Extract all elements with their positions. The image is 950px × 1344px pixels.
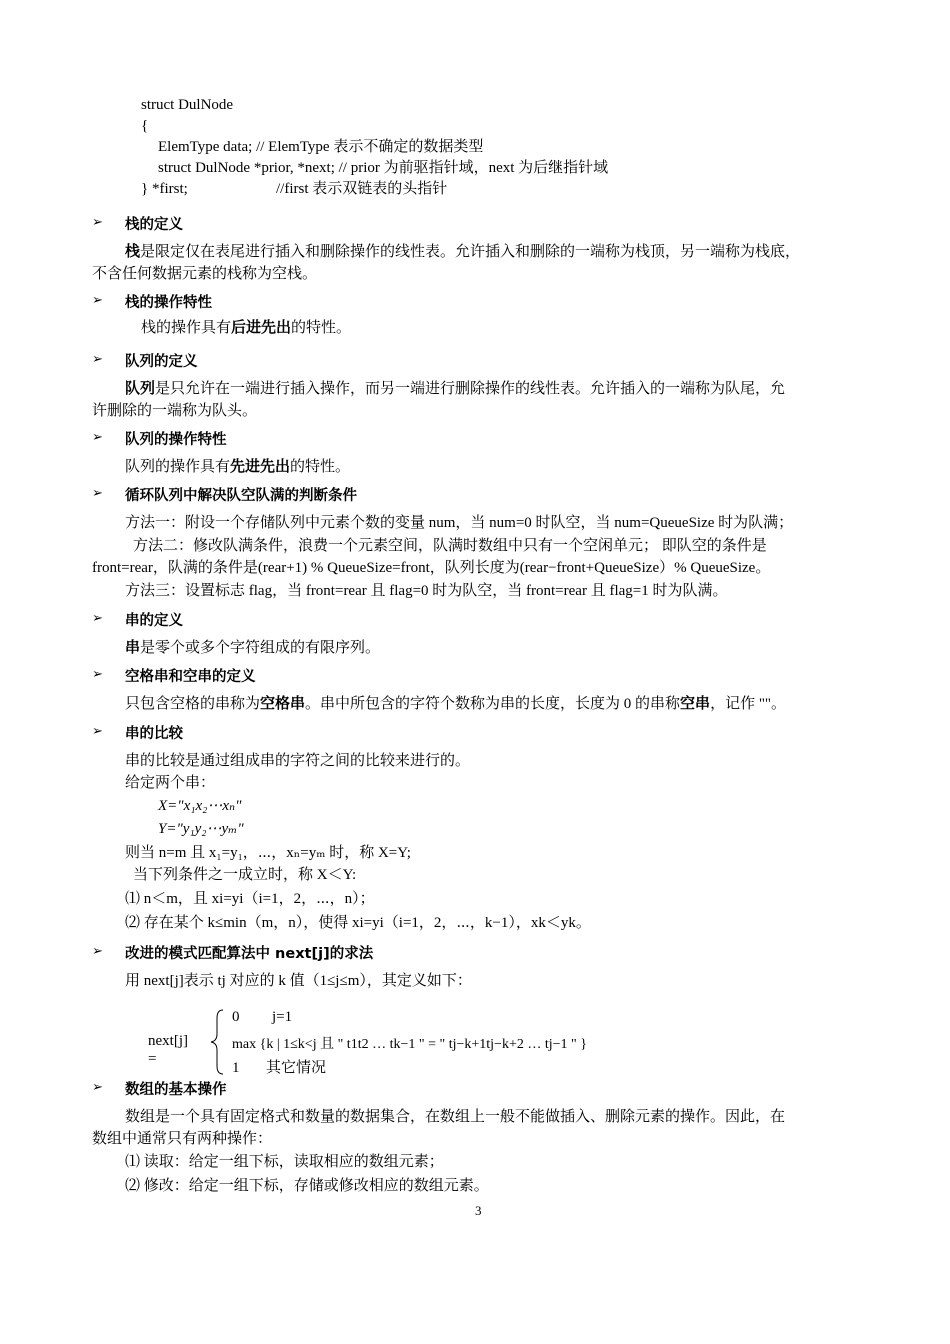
code-line-pointers: struct DulNode *prior, *next; // prior 为前驱指针域，next 为后继指针域: [158, 160, 609, 176]
next-lhs: next[j]: [148, 1033, 188, 1049]
code-line-first-comment: //first 表示双链表的头指针: [276, 181, 448, 197]
string-x-definition: X="x₁x₂⋯xₙ": [158, 798, 242, 814]
heading-stack-operation: 栈的操作特性: [125, 295, 212, 311]
code-line-struct: struct DulNode: [141, 97, 234, 113]
array-text-line1: 数组是一个具有固定格式和数量的数据集合，在数组上一般不能做插入、删除元素的操作。因此，在: [125, 1109, 786, 1125]
code-line-first: } *first;: [141, 181, 188, 197]
heading-queue-definition: 队列的定义: [125, 354, 198, 370]
circular-queue-method2-line2: front=rear，队满的条件是(rear+1) % QueueSize=front，队列长度为(rear−front+QueueSize）% QueueSize。: [92, 560, 771, 576]
array-text-line2: 数组中通常只有两种操作：: [92, 1131, 273, 1147]
string-compare-line1: 串的比较是通过组成串的字符之间的比较来进行的。: [125, 753, 471, 769]
next-lhs-equals: =: [148, 1051, 157, 1067]
string-compare-equal: 则当 n=m 且 x₁=y₁，⋯，xₙ=yₘ 时，称 X=Y;: [125, 845, 411, 861]
code-line-open-brace: {: [141, 118, 149, 134]
queue-definition-line2: 许删除的一端称为队头。: [92, 403, 258, 419]
bullet-arrow-icon: ➢: [92, 429, 103, 444]
circular-queue-method3: 方法三：设置标志 flag，当 front=rear 且 flag=0 时为队空，当 front=rear 且 flag=1 时为队满。: [125, 583, 728, 599]
heading-string-compare: 串的比较: [125, 726, 183, 742]
array-op-read: ⑴ 读取：给定一组下标，读取相应的数组元素；: [125, 1154, 444, 1170]
string-definition-text: 串是零个或多个字符组成的有限序列。: [125, 640, 381, 656]
string-compare-cond1: ⑴ n＜m，且 xi=yi（i=1，2，⋯，n）；: [125, 891, 375, 907]
next-case3-value: 1: [232, 1060, 240, 1076]
heading-array-operations: 数组的基本操作: [125, 1082, 227, 1098]
heading-string-definition: 串的定义: [125, 613, 183, 629]
heading-stack-definition: 栈的定义: [125, 217, 183, 233]
next-case1-value: 0: [232, 1009, 240, 1025]
heading-space-string: 空格串和空串的定义: [125, 669, 256, 685]
left-brace-icon: [208, 1008, 228, 1076]
page-number: 3: [475, 1203, 482, 1218]
circular-queue-method1: 方法一：附设一个存储队列中元素个数的变量 num，当 num=0 时队空，当 num=QueueSize 时为队满；: [125, 515, 794, 531]
bullet-arrow-icon: ➢: [92, 351, 103, 366]
bullet-arrow-icon: ➢: [92, 610, 103, 625]
stack-definition-line1: 栈是限定仅在表尾进行插入和删除操作的线性表。允许插入和删除的一端称为栈顶，另一端称为栈底，: [125, 244, 801, 260]
heading-queue-operation: 队列的操作特性: [125, 432, 227, 448]
bullet-arrow-icon: ➢: [92, 214, 103, 229]
stack-operation-text: 栈的操作具有后进先出的特性。: [141, 320, 352, 336]
bullet-arrow-icon: ➢: [92, 666, 103, 681]
next-intro: 用 next[j]表示 tj 对应的 k 值（1≤j≤m），其定义如下：: [125, 973, 472, 989]
space-string-text: 只包含空格的串称为空格串。串中所包含的字符个数称为串的长度，长度为 0 的串称空串，记作 ""。: [125, 696, 787, 712]
string-compare-line2: 给定两个串：: [125, 775, 216, 791]
string-compare-less: 当下列条件之一成立时，称 X＜Y:: [133, 867, 357, 883]
bullet-arrow-icon: ➢: [92, 1079, 103, 1094]
next-case2: max {k | 1≤k<j 且 " t1t2 … tk−1 " = " tj−k+1tj−k+2 … tj−1 " }: [232, 1037, 587, 1052]
queue-operation-text: 队列的操作具有先进先出的特性。: [125, 459, 351, 475]
bullet-arrow-icon: ➢: [92, 292, 103, 307]
code-line-data: ElemType data; // ElemType 表示不确定的数据类型: [158, 139, 484, 155]
next-case3-condition: 其它情况: [266, 1060, 327, 1076]
array-op-modify: ⑵ 修改：给定一组下标，存储或修改相应的数组元素。: [125, 1178, 489, 1194]
bullet-arrow-icon: ➢: [92, 943, 103, 958]
circular-queue-method2-line1: 方法二：修改队满条件，浪费一个元素空间，队满时数组中只有一个空闲单元； 即队空的条件是: [133, 538, 767, 554]
stack-definition-line2: 不含任何数据元素的栈称为空栈。: [92, 266, 318, 282]
next-case1-condition: j=1: [272, 1009, 293, 1025]
bullet-arrow-icon: ➢: [92, 485, 103, 500]
bullet-arrow-icon: ➢: [92, 723, 103, 738]
string-y-definition: Y="y₁y₂⋯yₘ": [158, 821, 244, 837]
string-compare-cond2: ⑵ 存在某个 k≤min（m，n），使得 xi=yi（i=1，2，⋯，k−1），xk＜yk。: [125, 915, 591, 931]
heading-next-function: 改进的模式匹配算法中 next[j]的求法: [125, 946, 374, 962]
queue-definition-line1: 队列是只允许在一端进行插入操作，而另一端进行删除操作的线性表。允许插入的一端称为队尾，允: [125, 381, 786, 397]
heading-circular-queue: 循环队列中解决队空队满的判断条件: [125, 488, 357, 504]
